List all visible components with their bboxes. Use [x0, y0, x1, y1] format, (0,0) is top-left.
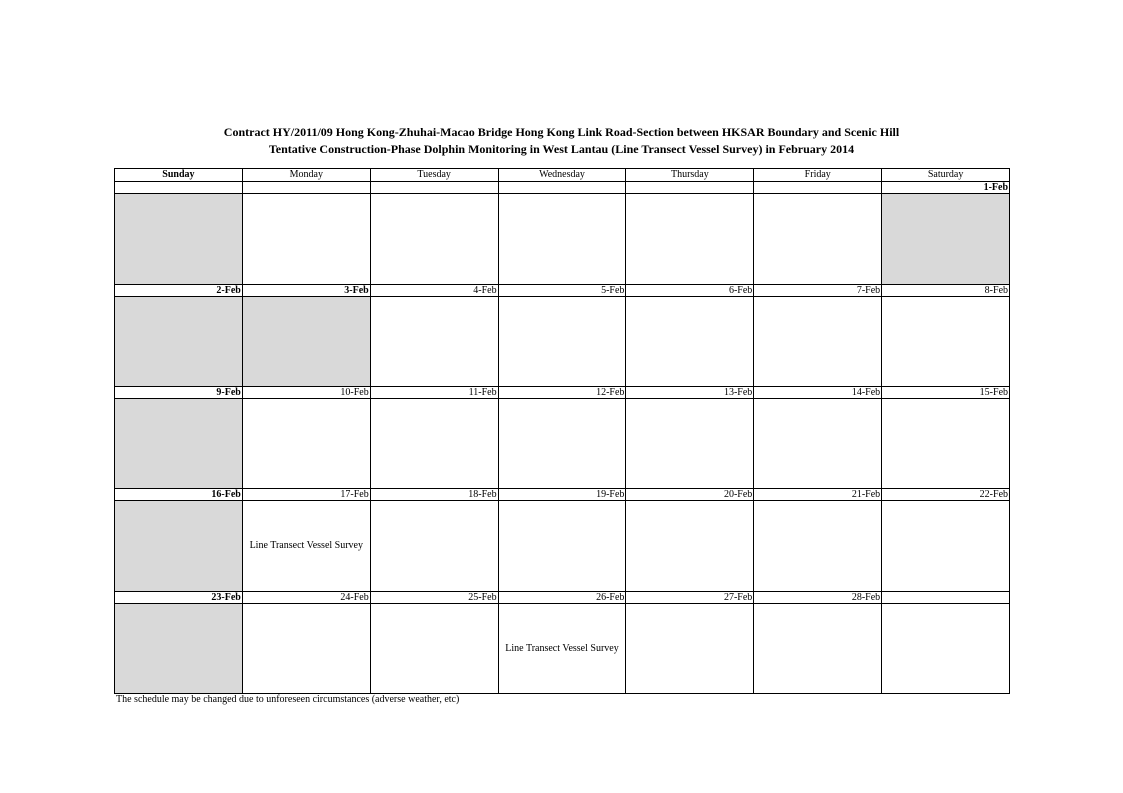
week-2-body-row: [115, 296, 1010, 386]
day-cell: [242, 603, 370, 693]
day-cell: [626, 399, 754, 489]
day-cell-shaded-1-feb: [882, 194, 1010, 284]
day-cell: [754, 501, 882, 591]
date-cell-13-feb: 13-Feb: [626, 386, 754, 398]
week-5-body-row: [115, 603, 1010, 693]
day-cell: [882, 399, 1010, 489]
day-cell: [626, 501, 754, 591]
date-cell-8-feb: 8-Feb: [882, 284, 1010, 296]
day-cell: [370, 296, 498, 386]
date-cell-24-feb: 24-Feb: [242, 591, 370, 603]
day-cell: [626, 296, 754, 386]
weekday-header-row: [115, 169, 1010, 182]
week-5-date-row: [115, 591, 1010, 603]
date-cell-19-feb: 19-Feb: [498, 489, 626, 501]
week-2-date-row: [115, 284, 1010, 296]
week-1-date-row: [115, 182, 1010, 194]
day-cell: [882, 603, 1010, 693]
date-cell-22-feb: 22-Feb: [882, 489, 1010, 501]
day-cell: [754, 603, 882, 693]
weekday-header-monday: Monday: [242, 169, 370, 182]
day-cell: [626, 603, 754, 693]
day-cell: [370, 399, 498, 489]
day-cell: [754, 194, 882, 284]
day-cell: [626, 194, 754, 284]
day-cell-shaded-16-feb: [115, 501, 243, 591]
week-3-date-row: [115, 386, 1010, 398]
day-cell: [370, 603, 498, 693]
date-cell-5-feb: 5-Feb: [498, 284, 626, 296]
date-cell-18-feb: 18-Feb: [370, 489, 498, 501]
date-cell: [370, 182, 498, 194]
date-cell-12-feb: 12-Feb: [498, 386, 626, 398]
date-cell-25-feb: 25-Feb: [370, 591, 498, 603]
weekday-header-sunday: Sunday: [115, 169, 243, 182]
day-cell-shaded-3-feb: [242, 296, 370, 386]
date-cell-1-feb: 1-Feb: [882, 182, 1010, 194]
day-cell-shaded-9-feb: [115, 399, 243, 489]
week-4-body-row: [115, 501, 1010, 591]
date-cell-7-feb: 7-Feb: [754, 284, 882, 296]
survey-event-17-feb: Line Transect Vessel Survey: [249, 540, 363, 552]
weekday-header-friday: Friday: [754, 169, 882, 182]
date-cell-20-feb: 20-Feb: [626, 489, 754, 501]
date-cell: [626, 182, 754, 194]
weekday-header-tuesday: Tuesday: [370, 169, 498, 182]
day-cell: [242, 399, 370, 489]
weekday-header-wednesday: Wednesday: [498, 169, 626, 182]
survey-event-26-feb: Line Transect Vessel Survey: [505, 642, 619, 654]
day-cell: [754, 399, 882, 489]
week-1-body-row: [115, 194, 1010, 284]
date-cell-4-feb: 4-Feb: [370, 284, 498, 296]
title-line-2: Tentative Construction-Phase Dolphin Monitoring in West Lantau (Line Transect Vessel Survey) in February 2014: [268, 141, 855, 156]
day-cell-shaded: [115, 194, 243, 284]
date-cell-6-feb: 6-Feb: [626, 284, 754, 296]
date-cell-11-feb: 11-Feb: [370, 386, 498, 398]
day-cell: [370, 501, 498, 591]
date-cell-10-feb: 10-Feb: [242, 386, 370, 398]
day-cell: [498, 501, 626, 591]
day-cell-shaded-23-feb: [115, 603, 243, 693]
date-cell: [498, 182, 626, 194]
day-cell: [882, 501, 1010, 591]
date-cell-16-feb: 16-Feb: [115, 489, 243, 501]
date-cell-27-feb: 27-Feb: [626, 591, 754, 603]
title-line-1: Contract HY/2011/09 Hong Kong-Zhuhai-Macao Bridge Hong Kong Link Road-Section between HKSAR Boundary and Scenic Hill: [223, 125, 900, 139]
day-cell-shaded-2-feb: [115, 296, 243, 386]
day-cell: [882, 296, 1010, 386]
date-cell-26-feb: 26-Feb: [498, 591, 626, 603]
date-cell-15-feb: 15-Feb: [882, 386, 1010, 398]
week-4-date-row: [115, 489, 1010, 501]
calendar-table: [114, 168, 1010, 694]
date-cell: [115, 182, 243, 194]
date-cell-21-feb: 21-Feb: [754, 489, 882, 501]
date-cell-23-feb: 23-Feb: [115, 591, 243, 603]
date-cell-3-feb: 3-Feb: [242, 284, 370, 296]
date-cell-14-feb: 14-Feb: [754, 386, 882, 398]
day-cell: [498, 296, 626, 386]
date-cell: [754, 182, 882, 194]
date-cell: [242, 182, 370, 194]
day-cell: [498, 194, 626, 284]
date-cell-9-feb: 9-Feb: [115, 386, 243, 398]
day-cell-26-feb: [498, 603, 626, 693]
date-cell-2-feb: 2-Feb: [115, 284, 243, 296]
date-cell-28-feb: 28-Feb: [754, 591, 882, 603]
day-cell: [498, 399, 626, 489]
day-cell: [754, 296, 882, 386]
document-title: [114, 124, 1009, 157]
weekday-header-saturday: Saturday: [882, 169, 1010, 182]
day-cell: [242, 194, 370, 284]
date-cell-17-feb: 17-Feb: [242, 489, 370, 501]
schedule-footnote: The schedule may be changed due to unforeseen circumstances (adverse weather, etc): [116, 694, 460, 705]
day-cell: [370, 194, 498, 284]
weekday-header-thursday: Thursday: [626, 169, 754, 182]
week-3-body-row: [115, 399, 1010, 489]
day-cell-17-feb: [242, 501, 370, 591]
date-cell: [882, 591, 1010, 603]
